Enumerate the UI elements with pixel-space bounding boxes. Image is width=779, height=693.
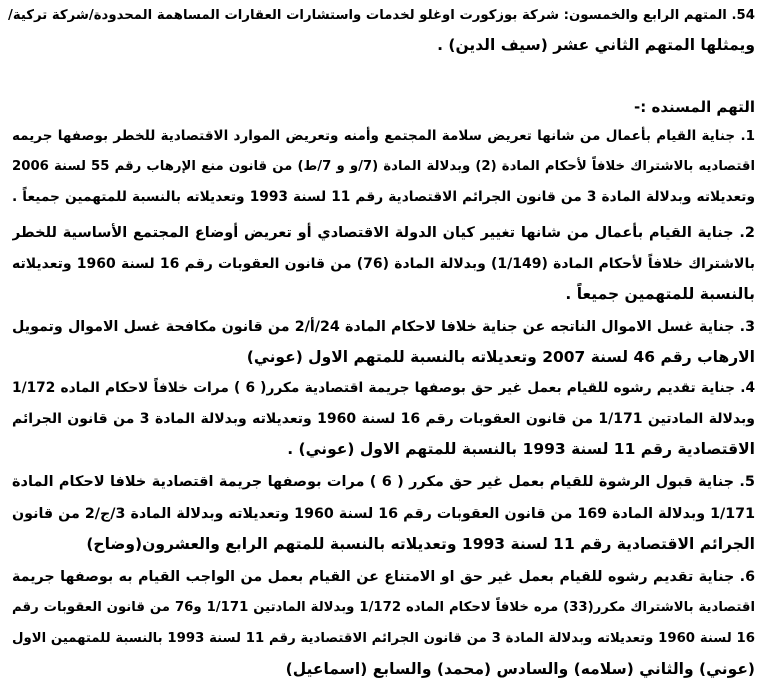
charge-6-line-3: 16 لسنة 1960 وتعديلاته وبدلالة المادة 3 من قانون الجرائم الاقتصادية رقم 11 لسنة 1993 بالنسبة للمتهمين الاول xyxy=(12,631,755,646)
charge-5-line-2: 1/171 وبدلالة المادة 169 من قانون العقوبات رقم 16 لسنة 1960 وتعديلاته وبدلالة المادة 3/ج/2 من قانون xyxy=(12,506,755,522)
defendant-line-1: 54. المتهم الرابع والخمسون: شركة بوزكورت اوغلو لخدمات واستشارات العقارات المساهمة المحدودة/شركة تركية/ xyxy=(8,8,755,23)
defendant-line-2: ويمثلها المتهم الثاني عشر (سيف الدين) . xyxy=(437,36,755,54)
charge-3-line-2: الارهاب رقم 46 لسنة 2007 وتعديلاته بالنسبة للمتهم الاول (عوني) xyxy=(246,348,755,366)
charge-5-line-1: 5. جناية قبول الرشوة للقيام بعمل غير حق مكرر ( 6 ) مرات بوصفها جريمة اقتصادية خلافا لاحكام المادة xyxy=(12,474,755,490)
charge-4-line-3: الاقتصادية رقم 11 لسنة 1993 بالنسبة للمتهم الاول (عوني) . xyxy=(287,440,755,458)
charge-6-line-1: 6. جناية تقديم رشوه للقيام بعمل غير حق او الامتناع عن القيام بعمل من الواجب القيام به بوصفها جريمة xyxy=(12,569,755,585)
charge-1-line-3: وتعديلاته وبدلالة المادة 3 من قانون الجرائم الاقتصادية رقم 11 لسنة 1993 وتعديلاته بالنسبة للمتهمين جميعاً . xyxy=(12,189,755,205)
charge-6-line-2: اقتصادية بالاشتراك مكرر(33) مره خلافاً لاحكام الماده 1/172 وبدلالة المادتين 1/171 و76 من قانون العقوبات رقم xyxy=(12,600,755,615)
charge-5-line-3: الجرائم الاقتصادية رقم 11 لسنة 1993 وتعديلاته بالنسبة للمتهم الرابع والعشرون(وضاح) xyxy=(86,535,755,553)
charge-2-line-1: 2. جناية القيام بأعمال من شانها تغيير كيان الدولة الاقتصادي أو تعريض أوضاع المجتمع الأساسية للخطر xyxy=(12,225,755,241)
charge-4-line-2: وبدلالة المادتين 1/171 من قانون العقوبات رقم 16 لسنة 1960 وتعديلاته وبدلالة المادة 3 من قانون الجرائم xyxy=(12,411,755,427)
charge-3-line-1: 3. جناية غسل الاموال الناتجه عن جناية خلافا لاحكام المادة 24/أ/2 من قانون مكافحة غسل الاموال وتمويل xyxy=(12,319,755,335)
charge-2-line-3: بالنسبة للمتهمين جميعاً . xyxy=(565,285,755,303)
charges-heading: التهم المسنده :- xyxy=(634,98,755,116)
charge-1-line-1: 1. جناية القيام بأعمال من شانها تعريض سلامة المجتمع وأمنه وتعريض الموارد الاقتصادية للخطر بوصفها جريمه xyxy=(12,128,755,144)
charge-2-line-2: بالاشتراك خلافاً لأحكام المادة (1/149) وبدلالة المادة (76) من قانون العقوبات رقم 16 لسنة 1960 وتعديلاته xyxy=(12,256,755,272)
charge-4-line-1: 4. جناية تقديم رشوه للقيام بعمل غير حق بوصفها جريمة اقتصادية مكرر( 6 ) مرات خلافاً لاحكام الماده 1/172 xyxy=(12,380,755,396)
charge-1-line-2: اقتصاديه بالاشتراك خلافاً لأحكام المادة (2) وبدلالة المادة (7/و و 7/ط) من قانون منع الإرهاب رقم 55 لسنة 2006 xyxy=(12,159,755,174)
charge-6-line-4: (عوني) والثاني (سلامه) والسادس (محمد) والسابع (اسماعيل) xyxy=(285,660,755,678)
